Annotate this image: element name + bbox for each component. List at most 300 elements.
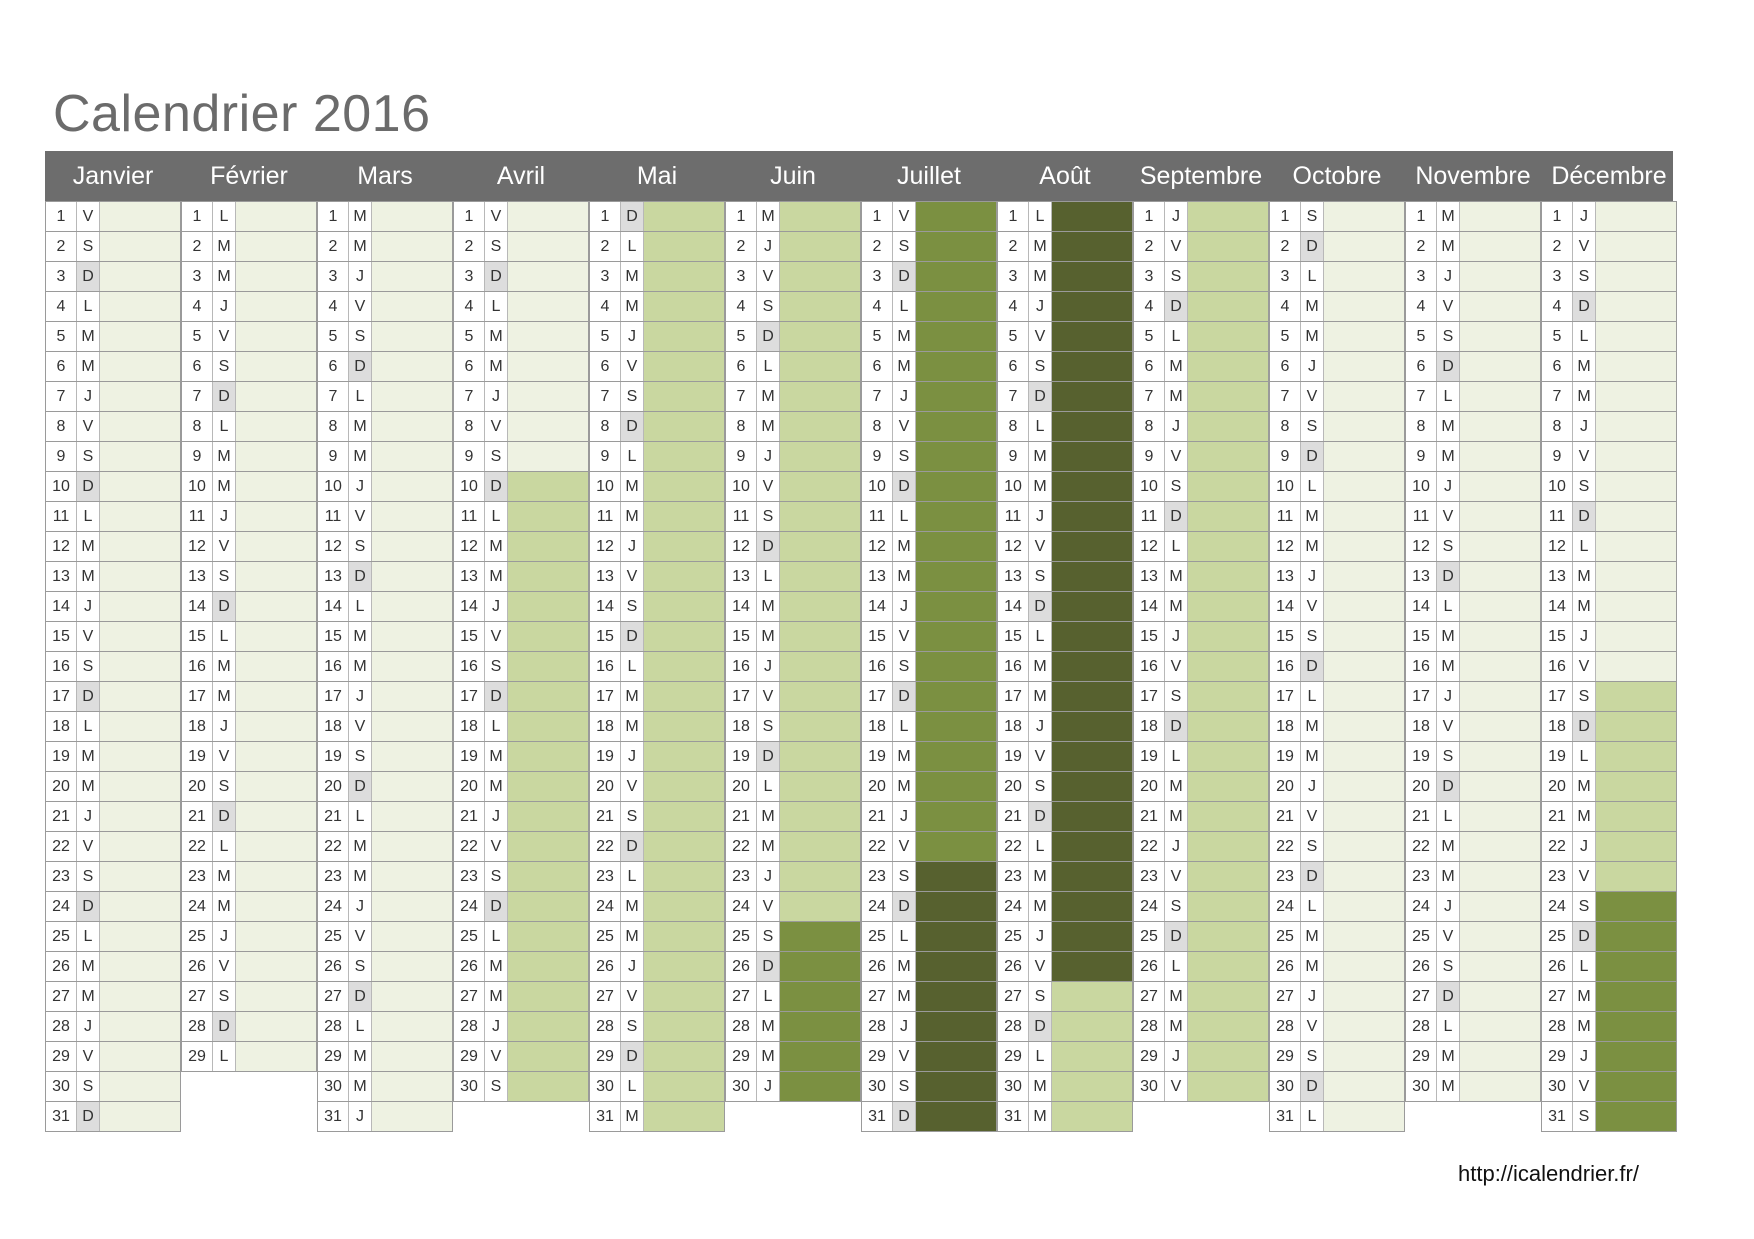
day-shade-cell [780,922,860,951]
weekday-letter: M [1572,802,1596,831]
month-name: Novembre [1415,162,1531,190]
day-row [1541,531,1677,562]
day-shade-cell [1460,922,1540,951]
day-row [997,351,1133,382]
weekday-letter: D [212,592,236,621]
day-row [997,501,1133,532]
day-number: 1 [182,202,212,231]
weekday-letter: M [892,982,916,1011]
day-row [1269,411,1405,442]
day-shade-cell [1460,1042,1540,1071]
day-row [45,381,181,412]
weekday-letter: S [1572,262,1596,291]
day-shade-cell [100,1072,180,1101]
day-shade-cell [644,412,724,441]
weekday-letter: J [348,682,372,711]
day-row [589,441,725,472]
day-row [861,291,997,322]
day-number: 12 [182,532,212,561]
day-number: 16 [1134,652,1164,681]
month-name: Juin [770,162,816,190]
day-row [997,651,1133,682]
day-number: 1 [46,202,76,231]
day-shade-cell [1460,622,1540,651]
day-row [1133,1071,1269,1102]
day-shade-cell [1324,742,1404,771]
day-shade-cell [1324,832,1404,861]
day-number: 27 [454,982,484,1011]
day-row [453,771,589,802]
day-row [1133,501,1269,532]
day-row [453,681,589,712]
weekday-letter: M [348,202,372,231]
day-number: 5 [1406,322,1436,351]
day-number: 8 [454,412,484,441]
day-shade-cell [644,652,724,681]
day-number: 4 [1270,292,1300,321]
weekday-letter: D [348,352,372,381]
weekday-letter: J [1572,622,1596,651]
weekday-letter: M [892,562,916,591]
weekday-letter: D [1436,562,1460,591]
day-row [45,1041,181,1072]
weekday-letter: M [348,232,372,261]
day-row [317,861,453,892]
day-shade-cell [100,352,180,381]
day-row [725,441,861,472]
weekday-letter: M [1300,742,1324,771]
day-number: 9 [1406,442,1436,471]
day-number: 16 [182,652,212,681]
weekday-letter: M [892,322,916,351]
weekday-letter: M [484,742,508,771]
day-row [1541,1011,1677,1042]
day-shade-cell [1596,472,1676,501]
day-number: 23 [1270,862,1300,891]
day-row [589,741,725,772]
weekday-letter: M [76,982,100,1011]
weekday-letter: M [348,652,372,681]
day-number: 18 [454,712,484,741]
day-number: 4 [862,292,892,321]
day-number: 29 [182,1042,212,1071]
day-number: 23 [998,862,1028,891]
weekday-letter: L [1164,952,1188,981]
day-row [589,1041,725,1072]
month-column [45,201,181,1132]
weekday-letter: S [756,502,780,531]
weekday-letter: M [348,1072,372,1101]
day-number: 26 [726,952,756,981]
day-shade-cell [1596,412,1676,441]
day-row [725,231,861,262]
day-number: 13 [318,562,348,591]
day-number: 20 [1542,772,1572,801]
weekday-letter: L [212,622,236,651]
weekday-letter: L [76,502,100,531]
day-row [997,861,1133,892]
day-shade-cell [508,442,588,471]
day-row [45,621,181,652]
day-shade-cell [644,712,724,741]
day-shade-cell [1596,682,1676,711]
day-number: 14 [1406,592,1436,621]
weekday-letter: M [1436,412,1460,441]
day-row [1269,861,1405,892]
weekday-letter: M [620,682,644,711]
day-shade-cell [1460,352,1540,381]
day-row [453,921,589,952]
day-number: 26 [182,952,212,981]
day-shade-cell [236,292,316,321]
day-shade-cell [372,352,452,381]
day-shade-cell [508,802,588,831]
day-shade-cell [1188,1012,1268,1041]
day-shade-cell [372,772,452,801]
day-shade-cell [1460,832,1540,861]
weekday-letter: L [892,292,916,321]
month-column [1405,201,1541,1102]
day-shade-cell [1324,1042,1404,1071]
weekday-letter: D [892,1102,916,1131]
day-number: 18 [46,712,76,741]
day-shade-cell [644,232,724,261]
day-shade-cell [780,442,860,471]
day-row [997,891,1133,922]
day-row [725,1071,861,1102]
day-row [1269,381,1405,412]
weekday-letter: M [1572,982,1596,1011]
day-row [45,681,181,712]
weekday-letter: D [1164,292,1188,321]
day-row [1405,321,1541,352]
day-number: 13 [182,562,212,591]
day-row [861,981,997,1012]
day-shade-cell [236,232,316,261]
day-shade-cell [372,682,452,711]
day-shade-cell [1324,292,1404,321]
day-number: 22 [998,832,1028,861]
weekday-letter: L [1572,322,1596,351]
day-row [1541,471,1677,502]
day-row [1405,771,1541,802]
day-shade-cell [1324,862,1404,891]
weekday-letter: D [484,262,508,291]
weekday-letter: L [620,1072,644,1101]
day-row [997,831,1133,862]
day-shade-cell [780,562,860,591]
day-number: 3 [726,262,756,291]
weekday-letter: S [756,922,780,951]
day-shade-cell [236,652,316,681]
day-number: 22 [726,832,756,861]
day-shade-cell [1460,982,1540,1011]
day-number: 23 [1542,862,1572,891]
weekday-letter: V [756,682,780,711]
weekday-letter: D [1028,1012,1052,1041]
day-number: 10 [1134,472,1164,501]
weekday-letter: V [620,562,644,591]
day-row [725,261,861,292]
day-number: 7 [726,382,756,411]
day-shade-cell [1596,832,1676,861]
day-shade-cell [1460,532,1540,561]
day-shade-cell [1188,622,1268,651]
day-shade-cell [236,712,316,741]
day-number: 5 [590,322,620,351]
day-shade-cell [1188,262,1268,291]
day-row [589,231,725,262]
day-number: 3 [1542,262,1572,291]
weekday-letter: S [1436,742,1460,771]
day-row [45,651,181,682]
weekday-letter: J [1028,922,1052,951]
day-shade-cell [1324,472,1404,501]
day-shade-cell [916,802,996,831]
day-number: 3 [1406,262,1436,291]
day-shade-cell [508,682,588,711]
weekday-letter: S [76,862,100,891]
day-number: 15 [726,622,756,651]
day-shade-cell [1052,322,1132,351]
day-row [1541,621,1677,652]
day-number: 27 [46,982,76,1011]
weekday-letter: D [1300,862,1324,891]
weekday-letter: V [1164,232,1188,261]
day-row [997,1011,1133,1042]
day-shade-cell [1052,502,1132,531]
day-number: 31 [318,1102,348,1131]
weekday-letter: V [1164,1072,1188,1101]
weekday-letter: D [484,472,508,501]
weekday-letter: V [348,922,372,951]
day-number: 6 [1542,352,1572,381]
day-row [1133,831,1269,862]
weekday-letter: V [212,742,236,771]
day-shade-cell [916,742,996,771]
day-row [1541,861,1677,892]
day-row [1133,411,1269,442]
day-shade-cell [644,862,724,891]
day-row [1269,1101,1405,1132]
weekday-letter: M [348,622,372,651]
weekday-letter: L [1300,262,1324,291]
weekday-letter: V [892,1042,916,1071]
day-shade-cell [1596,532,1676,561]
weekday-letter: M [212,472,236,501]
day-number: 3 [182,262,212,291]
weekday-letter: S [756,292,780,321]
day-shade-cell [1324,202,1404,231]
day-shade-cell [1596,262,1676,291]
day-row [317,231,453,262]
day-row [1269,531,1405,562]
day-number: 7 [1270,382,1300,411]
day-row [453,1071,589,1102]
day-number: 8 [1406,412,1436,441]
day-row [1269,561,1405,592]
day-number: 19 [1134,742,1164,771]
day-number: 3 [46,262,76,291]
weekday-letter: D [1028,802,1052,831]
day-row [997,681,1133,712]
day-shade-cell [644,1042,724,1071]
day-number: 2 [998,232,1028,261]
day-row [1541,981,1677,1012]
weekday-letter: J [1436,682,1460,711]
day-row [181,711,317,742]
weekday-letter: M [1436,1042,1460,1071]
day-row [453,531,589,562]
day-shade-cell [780,682,860,711]
day-number: 27 [590,982,620,1011]
day-row [317,921,453,952]
day-number: 6 [590,352,620,381]
day-row [1133,921,1269,952]
day-row [725,531,861,562]
day-row [725,1041,861,1072]
day-number: 19 [1270,742,1300,771]
day-row [181,501,317,532]
day-shade-cell [1188,352,1268,381]
weekday-letter: S [1572,472,1596,501]
day-shade-cell [644,262,724,291]
day-number: 19 [1406,742,1436,771]
day-shade-cell [1596,802,1676,831]
day-number: 25 [1134,922,1164,951]
day-shade-cell [1596,382,1676,411]
day-number: 6 [182,352,212,381]
weekday-letter: J [76,1012,100,1041]
day-number: 21 [862,802,892,831]
day-row [861,621,997,652]
day-number: 14 [46,592,76,621]
weekday-letter: L [1028,202,1052,231]
weekday-letter: V [1164,442,1188,471]
day-number: 20 [726,772,756,801]
weekday-letter: L [1028,832,1052,861]
day-number: 9 [1270,442,1300,471]
day-number: 19 [318,742,348,771]
weekday-letter: V [1572,862,1596,891]
day-row [1133,441,1269,472]
day-row [181,831,317,862]
day-shade-cell [508,202,588,231]
weekday-letter: S [1300,412,1324,441]
day-shade-cell [1052,832,1132,861]
weekday-letter: D [1436,352,1460,381]
day-shade-cell [508,472,588,501]
day-row [1405,201,1541,232]
day-shade-cell [100,472,180,501]
weekday-letter: S [1300,832,1324,861]
day-row [725,291,861,322]
day-number: 1 [1134,202,1164,231]
day-row [453,861,589,892]
weekday-letter: M [1436,862,1460,891]
day-shade-cell [644,892,724,921]
weekday-letter: L [1436,1012,1460,1041]
weekday-letter: M [1164,562,1188,591]
day-number: 26 [1134,952,1164,981]
day-row [1133,621,1269,652]
day-number: 6 [862,352,892,381]
day-row [1133,261,1269,292]
weekday-letter: V [1436,292,1460,321]
weekday-letter: M [76,562,100,591]
day-shade-cell [100,202,180,231]
day-number: 14 [862,592,892,621]
day-number: 18 [862,712,892,741]
weekday-letter: V [212,952,236,981]
day-number: 18 [1134,712,1164,741]
weekday-letter: M [1436,202,1460,231]
day-row [1269,831,1405,862]
day-number: 8 [1134,412,1164,441]
day-number: 24 [1542,892,1572,921]
day-number: 24 [998,892,1028,921]
day-shade-cell [236,622,316,651]
weekday-letter: D [1300,442,1324,471]
weekday-letter: J [756,652,780,681]
day-shade-cell [100,952,180,981]
weekday-letter: D [348,562,372,591]
day-number: 3 [318,262,348,291]
day-number: 14 [1270,592,1300,621]
day-row [861,1011,997,1042]
day-shade-cell [372,262,452,291]
day-row [181,261,317,292]
weekday-letter: S [620,802,644,831]
day-number: 27 [726,982,756,1011]
weekday-letter: V [1572,232,1596,261]
day-shade-cell [916,832,996,861]
day-shade-cell [1052,862,1132,891]
day-row [1405,411,1541,442]
day-row [181,981,317,1012]
weekday-letter: L [756,562,780,591]
day-row [1405,561,1541,592]
day-number: 17 [1406,682,1436,711]
day-number: 25 [182,922,212,951]
day-row [317,501,453,532]
weekday-letter: S [212,562,236,591]
day-shade-cell [1052,712,1132,741]
day-row [453,1041,589,1072]
day-row [317,381,453,412]
day-shade-cell [1596,502,1676,531]
weekday-letter: J [212,922,236,951]
weekday-letter: M [756,622,780,651]
month-column [1133,201,1269,1102]
day-shade-cell [1052,292,1132,321]
day-row [181,291,317,322]
day-row [453,711,589,742]
day-row [317,741,453,772]
day-row [861,801,997,832]
day-number: 18 [1406,712,1436,741]
day-row [1269,1011,1405,1042]
day-number: 6 [1134,352,1164,381]
day-row [1405,471,1541,502]
day-number: 4 [1542,292,1572,321]
day-number: 8 [182,412,212,441]
day-number: 8 [862,412,892,441]
day-row [1405,351,1541,382]
day-shade-cell [1052,1012,1132,1041]
day-shade-cell [1188,862,1268,891]
day-row [997,921,1133,952]
